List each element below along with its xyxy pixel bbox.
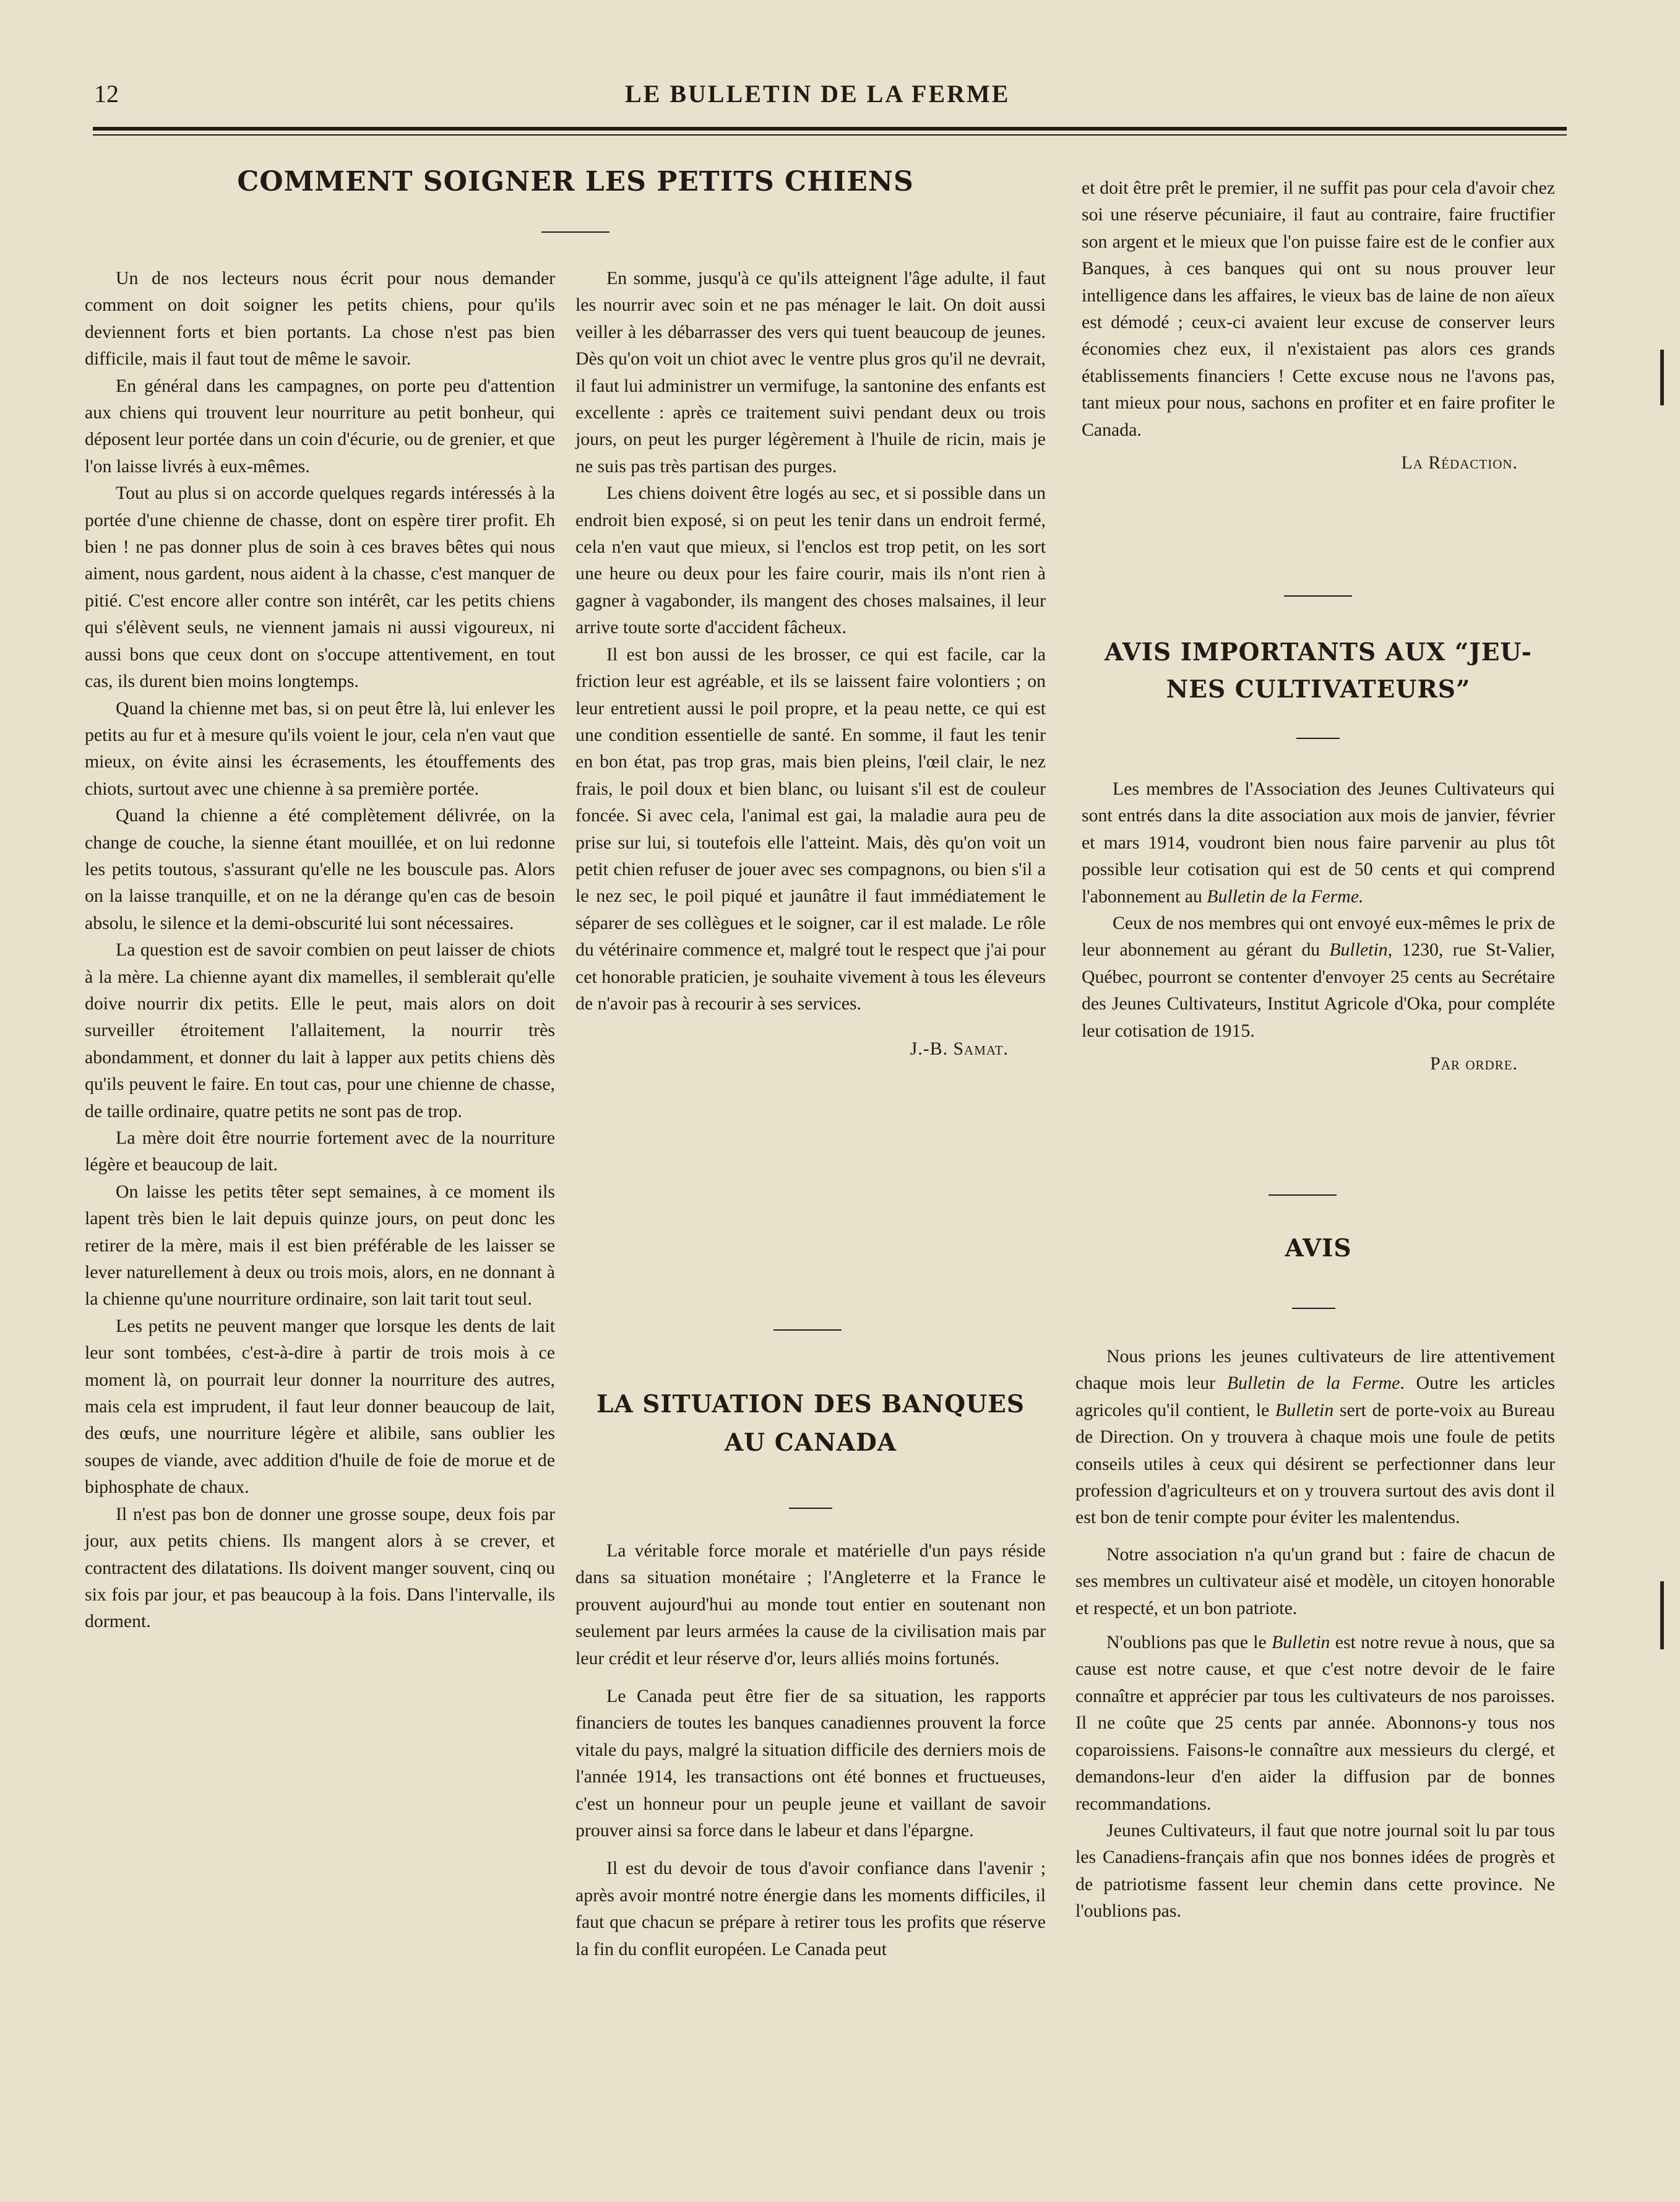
paragraph: Il est du devoir de tous d'avoir confiance dans l'avenir ; après avoir montré notre énergie dans les moments difficiles, il faut que chacun se prépare à retirer tous les profits que réserve la fin du conflit européen. Le Canada peut xyxy=(575,1858,1046,1959)
title-divider xyxy=(789,1508,832,1509)
article-avis-body xyxy=(1075,1343,1555,1925)
paragraph: Un de nos lecteurs nous écrit pour nous demander comment on doit soigner les petits chiens, pour qu'ils deviennent forts et bien portants. La chose n'est pas bien difficile, mais il faut tout de même le savoir. xyxy=(85,268,555,369)
signature-redaction: La Rédaction. xyxy=(1401,452,1518,473)
paragraph: Les chiens doivent être logés au sec, et si possible dans un endroit bien exposé, si on peut les tenir dans un endroit fermé, cela n'en vaut que mieux, si l'enclos est trop petit, on les sort une heure ou deux pour les faire courir, mais ils n'ont rien à gagner à vagabonder, ils mangent des choses malsaines, il leur arrive toute sorte d'accident fâcheux. xyxy=(575,483,1046,638)
paragraph: Ceux de nos membres qui ont envoyé eux-mêmes le prix de leur abonnement au gérant du Bulletin, 1230, rue St-Valier, Québec, pourront se contenter d'envoyer 25 cents au Secrétaire des Jeunes Cultivateurs, Institut Agricole d'Oka, pour compléte leur cotisation de 1915. xyxy=(1082,913,1555,1041)
title-divider xyxy=(1296,738,1340,739)
paragraph: Nous prions les jeunes cultivateurs de lire attentivement chaque mois leur Bulletin de la Ferme. Outre les articles agricoles qu'il contient, le Bulletin sert de porte-voix au Bureau de Direction. On y trouvera à chaque mois une foule de petits conseils utiles à ceux qui désirent se perfectionner dans leur profession d'agriculteurs et on y trouvera surtout des avis dont il est bon de tenir compte pour éviter les malentendus. xyxy=(1075,1346,1555,1528)
paragraph: Le Canada peut être fier de sa situation, les rapports financiers de toutes les banques canadiennes prouvent la force vitale du pays, malgré la situation difficile des derniers mois de l'année 1914, les transactions ont été bonnes et fructueuses, c'est un honneur pour un peuple jeune et vaillant de savoir prouver ainsi sa force dans le labeur et dans l'épargne. xyxy=(575,1686,1046,1841)
paragraph: Il n'est pas bon de donner une grosse soupe, deux fois par jour, aux petits chiens. Ils mangent alors à se crever, et contractent des dilatations. Ils doivent manger souvent, cinq ou six fois par jour, et pas beaucoup à la fois. Dans l'intervalle, ils dorment. xyxy=(85,1503,555,1632)
paragraph: La mère doit être nourrie fortement avec de la nourriture légère et beaucoup de lait. xyxy=(85,1128,555,1175)
section-divider xyxy=(1269,1194,1337,1196)
header-rule-thin xyxy=(93,134,1567,136)
signature-samat: J.-B. Samat. xyxy=(910,1038,1009,1060)
paragraph: En somme, jusqu'à ce qu'ils atteignent l'âge adulte, il faut les nourrir avec soin et ne pas ménager le lait. On doit aussi veiller à les débarrasser des vers qui tuent beaucoup de jeunes. Dès qu'on voit un chiot avec le ventre plus gros qu'il ne devrait, il faut lui administrer un vermifuge, la santonine des enfants est excellente : après ce traitement suivi pendant deux ou trois jours, on peut les purger légèrement à l'huile de ricin, mais je ne suis pas très partisan des purges. xyxy=(575,268,1046,477)
title-line: LA SITUATION DES BANQUES xyxy=(596,1390,1025,1418)
page-number: 12 xyxy=(94,80,119,108)
scan-edge-mark xyxy=(1660,350,1664,405)
paragraph: Les petits ne peuvent manger que lorsque les dents de lait leur sont tombées, c'est-à-dire à partir de trois mois à ce moment là, on pourrait leur donner la nourriture des autres, mais cela est imprudent, il faut leur donner beaucoup de lait, des œufs, une nourriture légère et alibile, sans oublier les soupes de viande, avec addition d'huile de foie de morue et de biphosphate de chaux. xyxy=(85,1315,555,1498)
paragraph: La question est de savoir combien on peut laisser de chiots à la mère. La chienne ayant dix mamelles, il semblerait qu'elle doive nourrir dix petits. Elle le peut, mais alors on doit surveiller étroitement l'allaitement, la nourrir très abondamment, et donner du lait à lapper aux petits chiens dès qu'ils peuvent le faire. En tout cas, pour une chienne de chasse, de taille ordinaire, quatre petits ne sont pas de trop. xyxy=(85,939,555,1121)
paragraph: Les membres de l'Association des Jeunes Cultivateurs qui sont entrés dans la dite association aux mois de janvier, février et mars 1914, voudront bien nous faire parvenir au plus tôt possible leur cotisation qui est de 50 cents et qui comprend l'abonnement au Bulletin de la Ferme. xyxy=(1082,779,1555,907)
header-rule xyxy=(93,127,1567,131)
article-chiens-column-1 xyxy=(85,265,555,1635)
section-divider xyxy=(1284,595,1352,597)
paragraph: On laisse les petits têter sept semaines, à ce moment ils lapent très bien le lait depuis quinze jours, on peut donc les retirer de la mère, mais il est bien préférable de les laisser se lever naturellement à deux ou trois mois, alors, en ne donnant à la chienne qu'une nourriture ordinaire, son lait tarit tout seul. xyxy=(85,1181,555,1310)
section-divider xyxy=(773,1329,842,1331)
paragraph: La véritable force morale et matérielle d'un pays réside dans sa situation monétaire ; l'Angleterre et la France le prouvent aujourd'hui au monde tout entier en soutenant non seulement par leurs armées la cause de la civilisation mais par leur crédit et leur réserve d'or, leurs alliés moins fortunés. xyxy=(575,1540,1046,1669)
article-title-avis-importants xyxy=(1082,634,1555,708)
paragraph: Tout au plus si on accorde quelques regards intéressés à la portée d'une chienne de chasse, dont on espère tirer profit. Eh bien ! ne pas donner plus de soin à ces braves bêtes qui nous aiment, nous gardent, nous aident à la chasse, c'est manquer de pitié. C'est encore aller contre son intérêt, car les petits chiens qui s'élèvent seuls, ne viennent jamais ni aussi vigoureux, ni aussi bons que ceux dont on s'occupe attentivement, en tout cas, ils durent bien moins longtemps. xyxy=(85,483,555,692)
publication-title: LE BULLETIN DE LA FERME xyxy=(625,80,1010,108)
signature-par-ordre: Par ordre. xyxy=(1430,1053,1518,1074)
paragraph: Quand la chienne met bas, si on peut être là, lui enlever les petits au fur et à mesure qu'ils voient le jour, cela n'en vaut que mieux, on évite ainsi les écrasements, les étouffements des chiots, surtout avec une chienne à sa première portée. xyxy=(85,697,555,799)
scan-edge-mark xyxy=(1660,1581,1664,1649)
paragraph: En général dans les campagnes, on porte peu d'attention aux chiens qui trouvent leur nourriture au petit bonheur, qui déposent leur portée dans un coin d'écurie, ou de grenier, et que l'on laisse livrés à eux-mêmes. xyxy=(85,375,555,477)
article-title-avis: AVIS xyxy=(1285,1234,1352,1263)
title-line: AVIS IMPORTANTS AUX “JEU- xyxy=(1105,638,1532,667)
article-banques-continuation xyxy=(1082,175,1555,476)
paragraph: et doit être prêt le premier, il ne suffit pas pour cela d'avoir chez soi une réserve pécuniaire, il faut au contraire, faire fructifier son argent et le mieux que l'on puisse faire est de le confier aux Banques, à ces banques qui ont su nous prouver leur intelligence dans les affaires, le vieux bas de laine de non aïeux est démodé ; ceux-ci avaient leur excuse de conserver leurs économies chez eux, il n'existaient pas alors ces grands établissements financiers ! Cette excuse nous ne l'avons pas, tant mieux pour nous, sachons en profiter et en faire profiter le Canada. xyxy=(1082,178,1555,440)
article-title-chiens: COMMENT SOIGNER LES PETITS CHIENS xyxy=(237,166,914,197)
title-line: NES CULTIVATEURS” xyxy=(1166,675,1471,704)
article-chiens-column-2 xyxy=(575,265,1046,1063)
title-divider xyxy=(1292,1308,1335,1309)
title-line: AU CANADA xyxy=(724,1428,897,1457)
paragraph: Notre association n'a qu'un grand but : faire de chacun de ses membres un cultivateur aisé et modèle, un citoyen honorable et respecté, et un bon patriote. xyxy=(1075,1544,1555,1618)
paragraph: Il est bon aussi de les brosser, ce qui est facile, car la friction leur est agréable, et ils se laissent faire volontiers ; on leur entretient aussi le poil propre, et la peau nette, ce qui est une condition essentielle de santé. En somme, il faut les tenir en bon état, pas trop gras, mais bien pleins, l'œil clair, le nez frais, le poil doux et bien blanc, ou luisant s'il est de couleur foncée. Si avec cela, l'animal est gai, la maladie aura peu de prise sur lui, si toutefois elle l'atteint. Mais, dès qu'on voit un petit chien refuser de jouer avec ses compagnons, ou bien s'il a le nez sec, le poil piqué et jaunâtre il faut immédiatement le séparer de ses collègues et le soigner, car il est malade. Le rôle du vétérinaire commence et, malgré tout le respect que j'ai pour cet honorable praticien, je souhaite vivement à tous les éleveurs de n'avoir pas à recourir à ses services. xyxy=(575,644,1046,1014)
article-banques-body xyxy=(575,1537,1046,1962)
paragraph: Quand la chienne a été complètement délivrée, on la change de couche, la sienne étant mouillée, et on lui redonne les petits toutous, s'assurant qu'elle ne les bouscule pas. Alors on la laisse tranquille, et on ne la dérange qu'en cas de besoin absolu, le silence et la demi-obscurité lui sont nécessaires. xyxy=(85,805,555,933)
paragraph: N'oublions pas que le Bulletin est notre revue à nous, que sa cause est notre cause, et que c'est notre devoir de le faire connaître et apprécier par tous les cultivateurs de nos paroisses. Il ne coûte que 25 cents par année. Abonnons-y tous nos coparoissiens. Faisons-le connaître aux messieurs du clergé, et demandons-leur d'en aider la diffusion par de bonnes recommandations. xyxy=(1075,1632,1555,1814)
title-divider xyxy=(541,231,610,233)
article-title-banques xyxy=(575,1385,1046,1462)
article-avis-importants-body xyxy=(1082,775,1555,1077)
paragraph: Jeunes Cultivateurs, il faut que notre journal soit lu par tous les Canadiens-français afin que nos bonnes idées de progrès et de patriotisme fassent leur chemin dans cette province. Ne l'oublions pas. xyxy=(1075,1820,1555,1922)
